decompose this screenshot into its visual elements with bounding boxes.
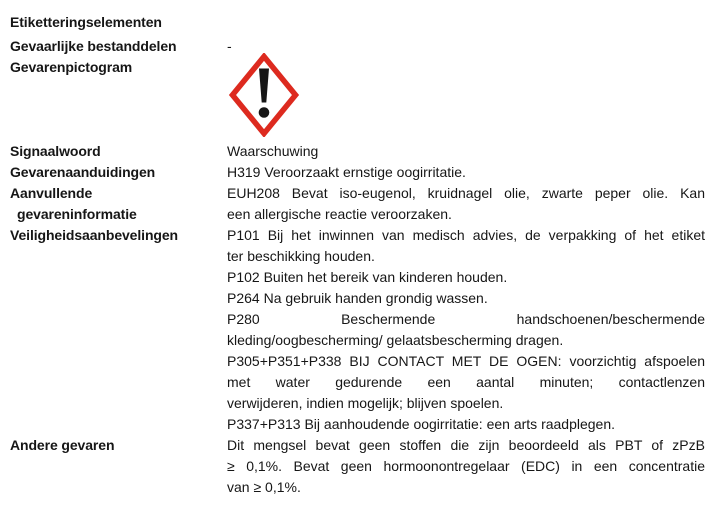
precautionary-statements-value [227, 225, 705, 435]
other-hazards-label: Andere gevaren [10, 437, 115, 453]
text-line: kleding/oogbescherming/ gelaatsbescherming dragen. [227, 332, 564, 348]
ghs07-exclamation-mark-icon [229, 53, 705, 137]
hazardous-components-label: Gevaarlijke bestanddelen [10, 38, 177, 54]
section-title: Etiketteringselementen [10, 14, 162, 30]
text-line: P305+P351+P338 BIJ CONTACT MET DE OGEN: voorzichtig afspoelen [227, 353, 705, 369]
pictogram-label: Gevarenpictogram [10, 59, 133, 75]
text-line: EUH208 Bevat iso-eugenol, kruidnagel olie, zwarte peper olie. Kan [227, 185, 705, 201]
text-line: P101 Bij het inwinnen van medisch advies, de verpakking of het etiket [227, 227, 705, 243]
text-line: ≥ 0,1%. Bevat geen hormoonontregelaar (EDC) in een concentratie [227, 458, 705, 474]
text-line: P264 Na gebruik handen grondig wassen. [227, 290, 488, 306]
supplemental-info-value [227, 183, 705, 225]
text-line: met water gedurende een aantal minuten; contactlenzen [227, 374, 705, 390]
text-line: ter beschikking houden. [227, 248, 375, 264]
text-line: P337+P313 Bij aanhoudende oogirritatie: een arts raadplegen. [227, 416, 616, 432]
text-line: P102 Buiten het bereik van kinderen houden. [227, 269, 508, 285]
signal-word-row [10, 141, 705, 162]
signal-word-value: Waarschuwing [227, 143, 319, 159]
supplemental-info-label [10, 183, 227, 225]
precautionary-statements-label: Veiligheidsaanbevelingen [10, 227, 178, 243]
precautionary-statements-row [10, 225, 705, 435]
text-line: van ≥ 0,1%. [227, 479, 301, 495]
other-hazards-value [227, 435, 705, 498]
supplemental-info-label-line1: Aanvullende [10, 185, 93, 201]
other-hazards-row [10, 435, 705, 498]
hazard-statements-label: Gevarenaanduidingen [10, 164, 156, 180]
text-line: Dit mengsel bevat geen stoffen die zijn beoordeeld als PBT of zPzB [227, 437, 705, 453]
exclamation-dot [259, 107, 270, 118]
supplemental-info-label-line2: gevareninformatie [17, 206, 137, 222]
pictogram-row [10, 57, 705, 141]
text-line: verwijderen, indien mogelijk; blijven spoelen. [227, 395, 504, 411]
text-line: P280 Beschermende handschoenen/beschermende [227, 311, 705, 327]
hazardous-components-value: - [227, 38, 232, 54]
signal-word-label: Signaalwoord [10, 143, 101, 159]
supplemental-info-row [10, 183, 705, 225]
text-line: een allergische reactie veroorzaken. [227, 206, 452, 222]
hazard-statements-value: H319 Veroorzaakt ernstige oogirritatie. [227, 164, 466, 180]
hazard-statements-row [10, 162, 705, 183]
